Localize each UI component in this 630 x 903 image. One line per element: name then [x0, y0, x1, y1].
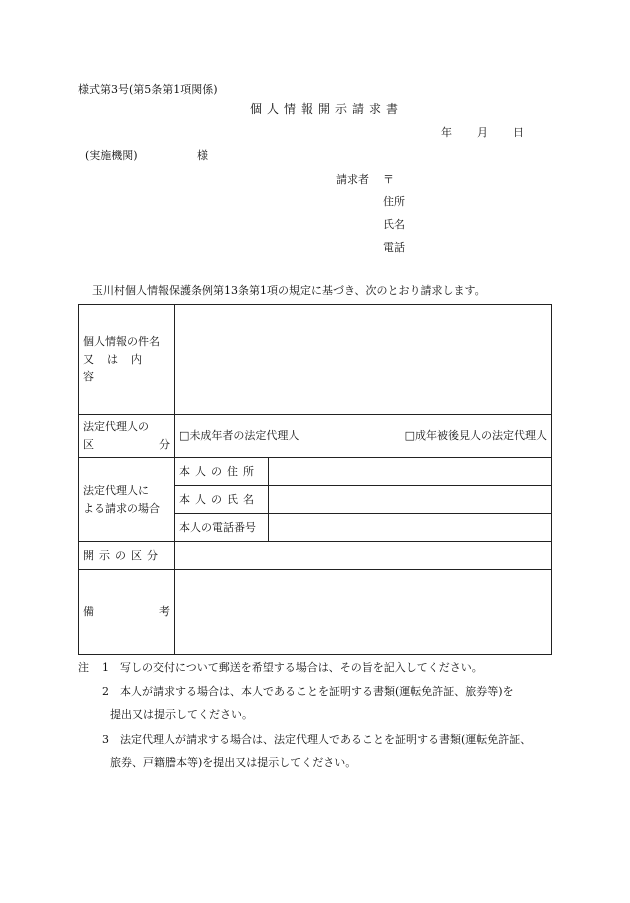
requester-phone-label: 電話	[383, 241, 405, 254]
note-2-text-line2: 提出又は提示してください。	[110, 708, 253, 721]
agency-label: (実施機関)	[85, 149, 138, 162]
principal-name-label: 本人の氏名	[175, 486, 269, 514]
page-title: 個人情報開示請求書	[250, 102, 404, 116]
form-number: 様式第3号(第5条第1項関係)	[78, 83, 218, 96]
subject-row	[79, 305, 552, 415]
agent-type-label-line1: 法定代理人の	[83, 420, 149, 434]
note-2-text-line1: 本人が請求する場合は、本人であることを証明する書類(運転免許証、旅券等)を	[120, 685, 514, 698]
intro-text: 玉川村個人情報保護条例第13条第1項の規定に基づき、次のとおり請求します。	[92, 284, 486, 297]
agent-type-label-bun: 分	[159, 438, 170, 451]
remarks-row	[79, 570, 552, 655]
disclosure-type-label: 開示の区分	[79, 542, 175, 570]
agent-type-field	[175, 415, 552, 458]
request-form-table	[78, 304, 552, 655]
note-1-number: 1	[102, 661, 109, 674]
subject-label-line1: 個人情報の件名	[83, 335, 160, 349]
requester-address-label: 住所	[383, 195, 405, 208]
agent-type-label-ku: 区	[83, 438, 94, 451]
principal-phone-label: 本人の電話番号	[175, 514, 269, 542]
subject-label-line2: 又は内容	[83, 352, 155, 384]
subject-field[interactable]	[175, 305, 552, 415]
postal-mark: 〒	[383, 173, 394, 186]
remarks-label-kou: 考	[159, 605, 170, 619]
date-year: 年	[441, 126, 452, 139]
disclosure-type-field[interactable]	[175, 542, 552, 570]
note-3-text-line1: 法定代理人が請求する場合は、法定代理人であることを証明する書類(運転免許証、	[120, 733, 532, 746]
option-adult-ward-checkbox[interactable]: □成年被後見人の法定代理人	[404, 429, 547, 443]
note-2-number: 2	[102, 685, 109, 698]
remarks-label-bi: 備	[83, 605, 94, 619]
note-1-text: 写しの交付について郵送を希望する場合は、その旨を記入してください。	[120, 661, 483, 674]
requester-label: 請求者	[336, 173, 369, 186]
principal-address-label: 本人の住所	[175, 458, 269, 486]
notes-head: 注	[78, 661, 89, 674]
date-month: 月	[477, 126, 488, 139]
option-minor-checkbox[interactable]: □未成年者の法定代理人	[179, 429, 300, 443]
remarks-field[interactable]	[175, 570, 552, 655]
agent-request-label-line2: よる請求の場合	[83, 501, 160, 515]
agent-request-label	[79, 458, 175, 542]
requester-name-label: 氏名	[383, 218, 405, 231]
disclosure-type-row	[79, 542, 552, 570]
note-3-number: 3	[102, 733, 109, 746]
agent-type-label	[79, 415, 175, 458]
date-day: 日	[513, 126, 524, 139]
principal-address-field[interactable]	[269, 458, 552, 486]
agent-request-label-line1: 法定代理人に	[83, 483, 149, 497]
principal-address-row	[79, 458, 552, 486]
agent-type-row	[79, 415, 552, 458]
remarks-label	[79, 570, 175, 655]
principal-name-field[interactable]	[269, 486, 552, 514]
subject-label	[79, 305, 175, 415]
note-3-text-line2: 旅券、戸籍謄本等)を提出又は提示してください。	[110, 756, 357, 769]
principal-phone-field[interactable]	[269, 514, 552, 542]
agency-honorific: 様	[197, 149, 208, 162]
